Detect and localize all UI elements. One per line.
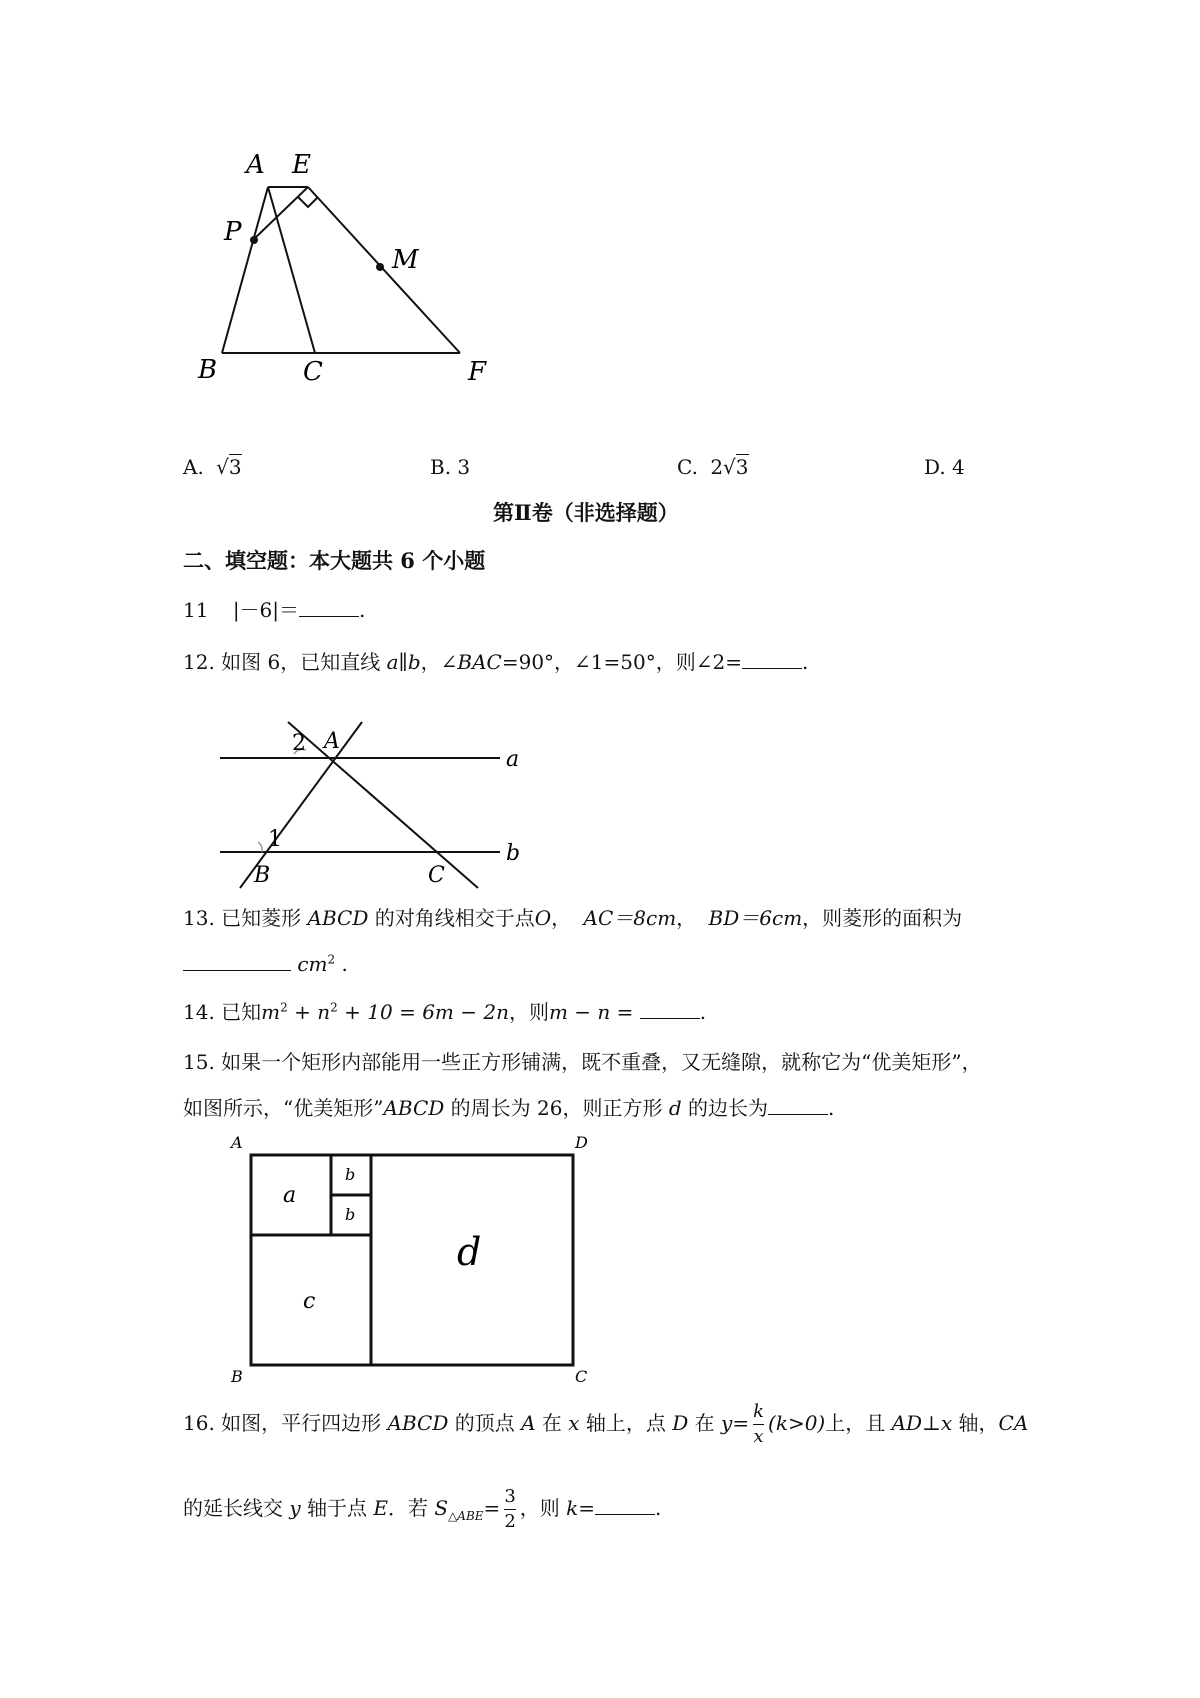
q16-text: 在 (535, 1411, 569, 1435)
q14-plus: + (287, 1000, 318, 1024)
q13-unit: cm (297, 952, 328, 976)
option-a[interactable] (183, 455, 242, 479)
square-c: c (303, 1289, 316, 1314)
q16-text: 轴， (952, 1411, 999, 1435)
corner-d: D (575, 1133, 588, 1152)
q15-abcd: ABCD (383, 1096, 445, 1120)
q14-m-minus-n: m − n = (548, 1000, 634, 1024)
option-b-label: B. (430, 455, 452, 479)
option-b[interactable] (430, 455, 470, 479)
label-m: M (392, 245, 419, 275)
question-16-line2 (183, 1485, 661, 1534)
section-title: 第Ⅱ卷（非选择题） (493, 500, 679, 525)
label-p: P (224, 217, 242, 247)
label-two: 2 (292, 731, 306, 756)
q11-expression: |－6|＝ (232, 598, 300, 622)
label-a: A (324, 729, 340, 754)
question-16 (183, 1400, 1028, 1449)
corner-a: A (231, 1133, 243, 1152)
option-c-coef: 2 (710, 455, 724, 479)
q16-number: 16. (183, 1411, 215, 1435)
q14-number: 14. (183, 1000, 215, 1024)
q13-comma: ， (551, 906, 572, 930)
square-b-top: b (345, 1165, 356, 1184)
q16-y: y (289, 1496, 301, 1520)
q11-number: 11 (183, 598, 209, 622)
q12-var-b: b (407, 650, 421, 674)
q16-x: x (568, 1411, 580, 1435)
q16-text: ．若 (388, 1496, 435, 1520)
question-12 (183, 650, 808, 674)
label-a: A (246, 150, 265, 180)
label-b: B (254, 863, 271, 888)
q15-period: . (828, 1096, 835, 1120)
q16-perp: ⊥ (922, 1411, 941, 1435)
q13-text: 已知菱形 (221, 906, 308, 930)
q16-text: 如图，平行四边形 (221, 1411, 388, 1435)
q16-text: 在 (688, 1411, 722, 1435)
q12-period: . (801, 650, 809, 674)
q15-number: 15. (183, 1050, 215, 1074)
question-15 (183, 1050, 982, 1074)
option-c[interactable] (677, 455, 749, 479)
q16-area-subscript: △ABE (448, 1509, 484, 1523)
q16-text: 轴于点 (300, 1496, 374, 1520)
label-e: E (292, 150, 311, 180)
q14-exp: 2 (280, 1000, 288, 1015)
option-d-label: D. (924, 455, 946, 479)
q12-parallel: ∥ (398, 650, 408, 674)
q13-unit-exp: 2 (327, 952, 336, 967)
label-c: C (303, 357, 323, 387)
q16-equals: = (578, 1496, 596, 1520)
q16-period: . (655, 1496, 662, 1520)
q16-x-den: x (753, 1426, 764, 1447)
q16-d: D (672, 1411, 689, 1435)
q16-condition: (k>0) (768, 1411, 826, 1435)
q16-text: 的顶点 (448, 1411, 522, 1435)
q14-answer-blank[interactable] (640, 1000, 700, 1019)
q14-n: n (317, 1000, 331, 1024)
q14-text: ，则 (508, 1000, 549, 1024)
q13-number: 13. (183, 906, 215, 930)
q12-number: 12. (183, 650, 215, 674)
q16-s: S (434, 1496, 449, 1520)
q16-x: x (940, 1411, 953, 1435)
label-line-b: b (506, 841, 521, 866)
q16-fraction-3-over-2 (504, 1485, 515, 1534)
q16-numerator: 3 (504, 1486, 516, 1507)
q13-answer-blank[interactable] (183, 952, 291, 971)
q14-exp: 2 (330, 1000, 338, 1015)
option-a-label: A. (183, 455, 204, 479)
q16-k: k (753, 1401, 765, 1422)
option-b-value: 3 (457, 455, 471, 479)
q16-fraction-k-over-x (753, 1400, 764, 1449)
q14-text: 已知 (221, 1000, 262, 1024)
q12-answer-blank[interactable] (742, 650, 802, 669)
figure-trapezoid (180, 140, 510, 400)
q13-text: ，则菱形的面积为 (802, 906, 963, 930)
square-a: a (283, 1183, 297, 1208)
q11-period: . (359, 598, 366, 622)
q12-var-a: a (386, 650, 399, 674)
q12-text: ，∠ (420, 650, 458, 674)
corner-c: C (575, 1367, 588, 1385)
q13-abcd: ABCD (307, 906, 369, 930)
q16-e: E (373, 1496, 388, 1520)
q12-text: 如图 6，已知直线 (221, 650, 387, 674)
q16-answer-blank[interactable] (595, 1496, 655, 1515)
point-p (250, 236, 258, 244)
label-line-a: a (506, 747, 520, 772)
question-11 (183, 598, 365, 622)
q15-answer-blank[interactable] (768, 1096, 828, 1115)
q15-text: 的周长为 26，则正方形 (444, 1096, 669, 1120)
q16-ad: AD (891, 1411, 923, 1435)
q13-o: O (534, 906, 552, 930)
option-d-value: 4 (952, 455, 965, 479)
q15-text: 如图所示，“优美矩形” (183, 1096, 384, 1120)
figure-parallel-lines (210, 710, 540, 895)
q16-y-eq: y= (721, 1411, 750, 1435)
question-13 (183, 906, 962, 930)
q16-text: 的延长线交 (183, 1496, 290, 1520)
option-d[interactable] (924, 455, 965, 479)
q13-period: . (341, 952, 348, 976)
q12-angle-bac: BAC (457, 650, 502, 674)
option-c-label: C. (677, 455, 698, 479)
q14-period: . (699, 1000, 707, 1024)
square-b-bottom: b (345, 1205, 356, 1224)
square-d: d (457, 1230, 482, 1274)
corner-b: B (231, 1367, 243, 1385)
part-heading: 二、填空题：本大题共 6 个小题 (183, 548, 486, 573)
q16-ca: CA (998, 1411, 1029, 1435)
q14-m: m (261, 1000, 281, 1024)
figure-beautiful-rectangle (225, 1130, 605, 1385)
q16-text: 上，且 (825, 1411, 892, 1435)
question-15-line2 (183, 1096, 834, 1120)
label-one: 1 (268, 827, 282, 852)
q13-comma: ， (676, 906, 697, 930)
q14-equation: + 10 = 6m − 2n (337, 1000, 509, 1024)
q16-equals: = (483, 1496, 501, 1520)
label-f: F (468, 357, 487, 387)
q16-a: A (521, 1411, 536, 1435)
q13-text: 的对角线相交于点 (368, 906, 535, 930)
q15-text: 的边长为 (681, 1096, 769, 1120)
q11-answer-blank[interactable] (299, 598, 359, 617)
q13-cm: cm (646, 906, 677, 930)
label-b: B (198, 355, 218, 385)
q16-k: k (566, 1496, 579, 1520)
q16-denominator: 2 (504, 1511, 516, 1532)
sqrt-3: √3 (723, 455, 749, 479)
label-c: C (428, 863, 445, 888)
q15-d: d (668, 1096, 682, 1120)
question-13-line2 (183, 952, 348, 976)
q16-text: 轴上，点 (579, 1411, 673, 1435)
q13-ac: AC＝8 (583, 906, 646, 930)
q15-text: 如果一个矩形内部能用一些正方形铺满，既不重叠，又无缝隙，就称它为“优美矩形”， (221, 1050, 982, 1074)
q12-text: =90°，∠1=50°，则∠2= (501, 650, 742, 674)
point-m (376, 263, 384, 271)
sqrt-3: √3 (216, 455, 242, 479)
q13-bd: BD＝6 (708, 906, 772, 930)
q16-text: ，则 (519, 1496, 567, 1520)
q13-cm: cm (772, 906, 803, 930)
q16-abcd: ABCD (387, 1411, 449, 1435)
question-14 (183, 1000, 706, 1024)
